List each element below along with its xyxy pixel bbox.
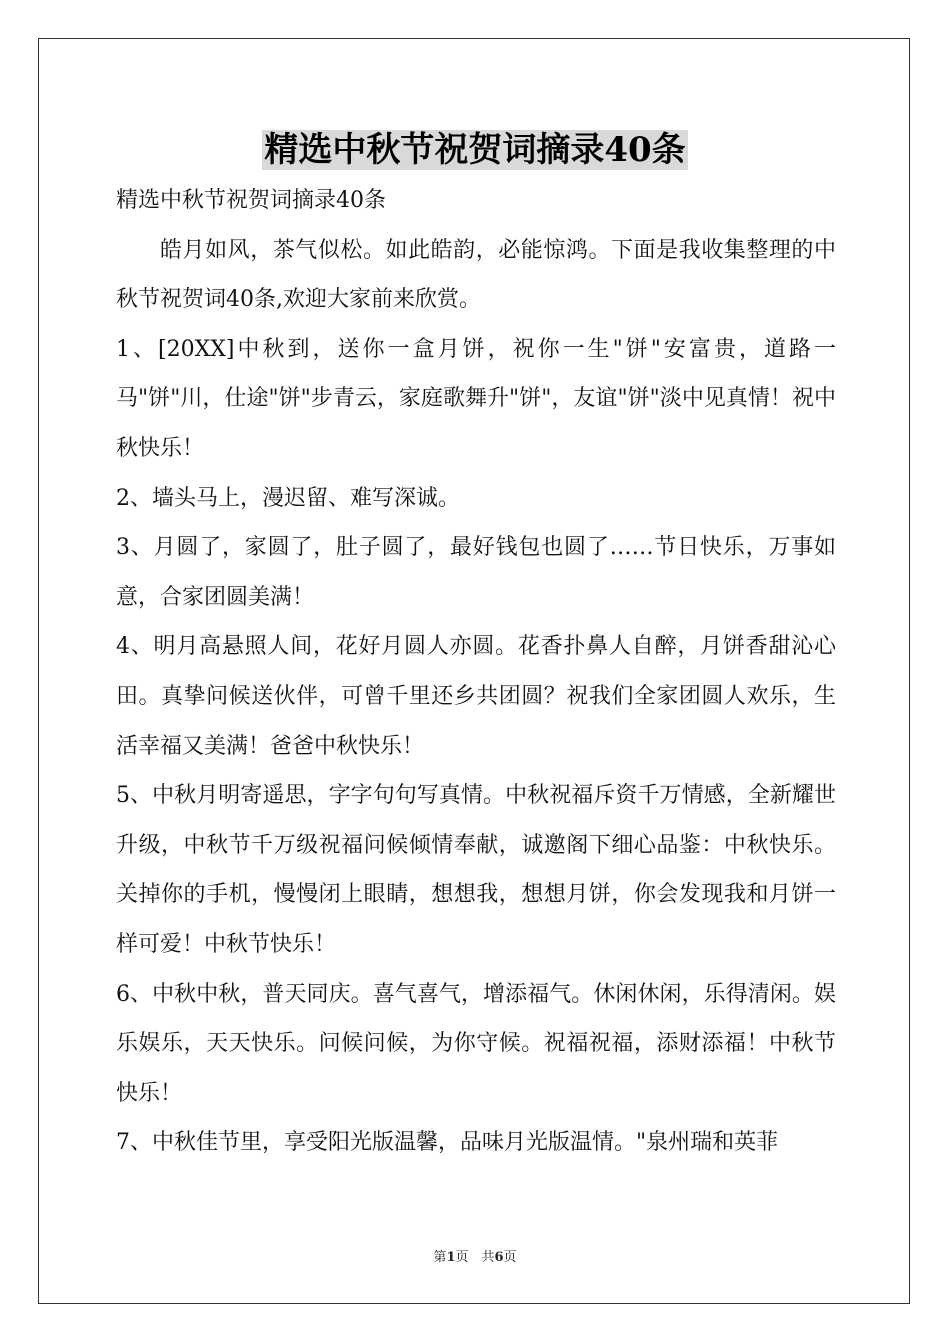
list-item: 4、明月高悬照人间，花好月圆人亦圆。花香扑鼻人自醉，月饼香甜沁心田。真挚问候送伙伴，可曾千里还乡共团圆？祝我们全家团圆人欢乐，生活幸福又美满！爸爸中秋快乐！: [116, 634, 836, 759]
document-title-text: 精选中秋节祝贺词摘录40条: [264, 130, 686, 170]
page-suffix: 页: [503, 1250, 517, 1265]
document-subtitle: 精选中秋节祝贺词摘录40条: [116, 188, 386, 213]
list-item: 1、[20XX]中秋到，送你一盒月饼，祝你一生"饼"安富贵，道路一马"饼"川，仕途"饼"步青云，家庭歌舞升"饼"，友谊"饼"淡中见真情！祝中秋快乐！: [116, 336, 836, 461]
document-title: [0, 124, 950, 176]
page-footer: [0, 1246, 950, 1265]
page-current: 1: [446, 1250, 456, 1265]
page-prefix: 第: [433, 1250, 447, 1265]
list-item: 5、中秋月明寄遥思，字字句句写真情。中秋祝福斥资千万情感，全新耀世升级，中秋节千万级祝福问候倾情奉献，诚邀阁下细心品鉴：中秋快乐。关掉你的手机，慢慢闭上眼睛，想想我，想想月饼，你会发现我和月饼一样可爱！中秋节快乐！: [116, 783, 836, 957]
list-item: 6、中秋中秋，普天同庆。喜气喜气，增添福气。休闲休闲，乐得清闲。娱乐娱乐，天天快乐。问候问候，为你守候。祝福祝福，添财添福！中秋节快乐！: [116, 981, 836, 1106]
page-mid: 页 共: [455, 1250, 495, 1265]
list-item: 7、中秋佳节里，享受阳光版温馨，品味月光版温情。"泉州瑞和英菲: [116, 1130, 779, 1156]
list-item: 3、月圆了，家圆了，肚子圆了，最好钱包也圆了……节日快乐，万事如意，合家团圆美满！: [116, 535, 836, 610]
list-item: 2、墙头马上，漫迟留、难写深诚。: [116, 485, 460, 511]
document-body: [116, 176, 836, 1168]
page-total: 6: [494, 1250, 504, 1265]
intro-paragraph: 皓月如风，茶气似松。如此皓韵，必能惊鸿。下面是我收集整理的中秋节祝贺词40条,欢迎大家前来欣赏。: [116, 237, 836, 313]
